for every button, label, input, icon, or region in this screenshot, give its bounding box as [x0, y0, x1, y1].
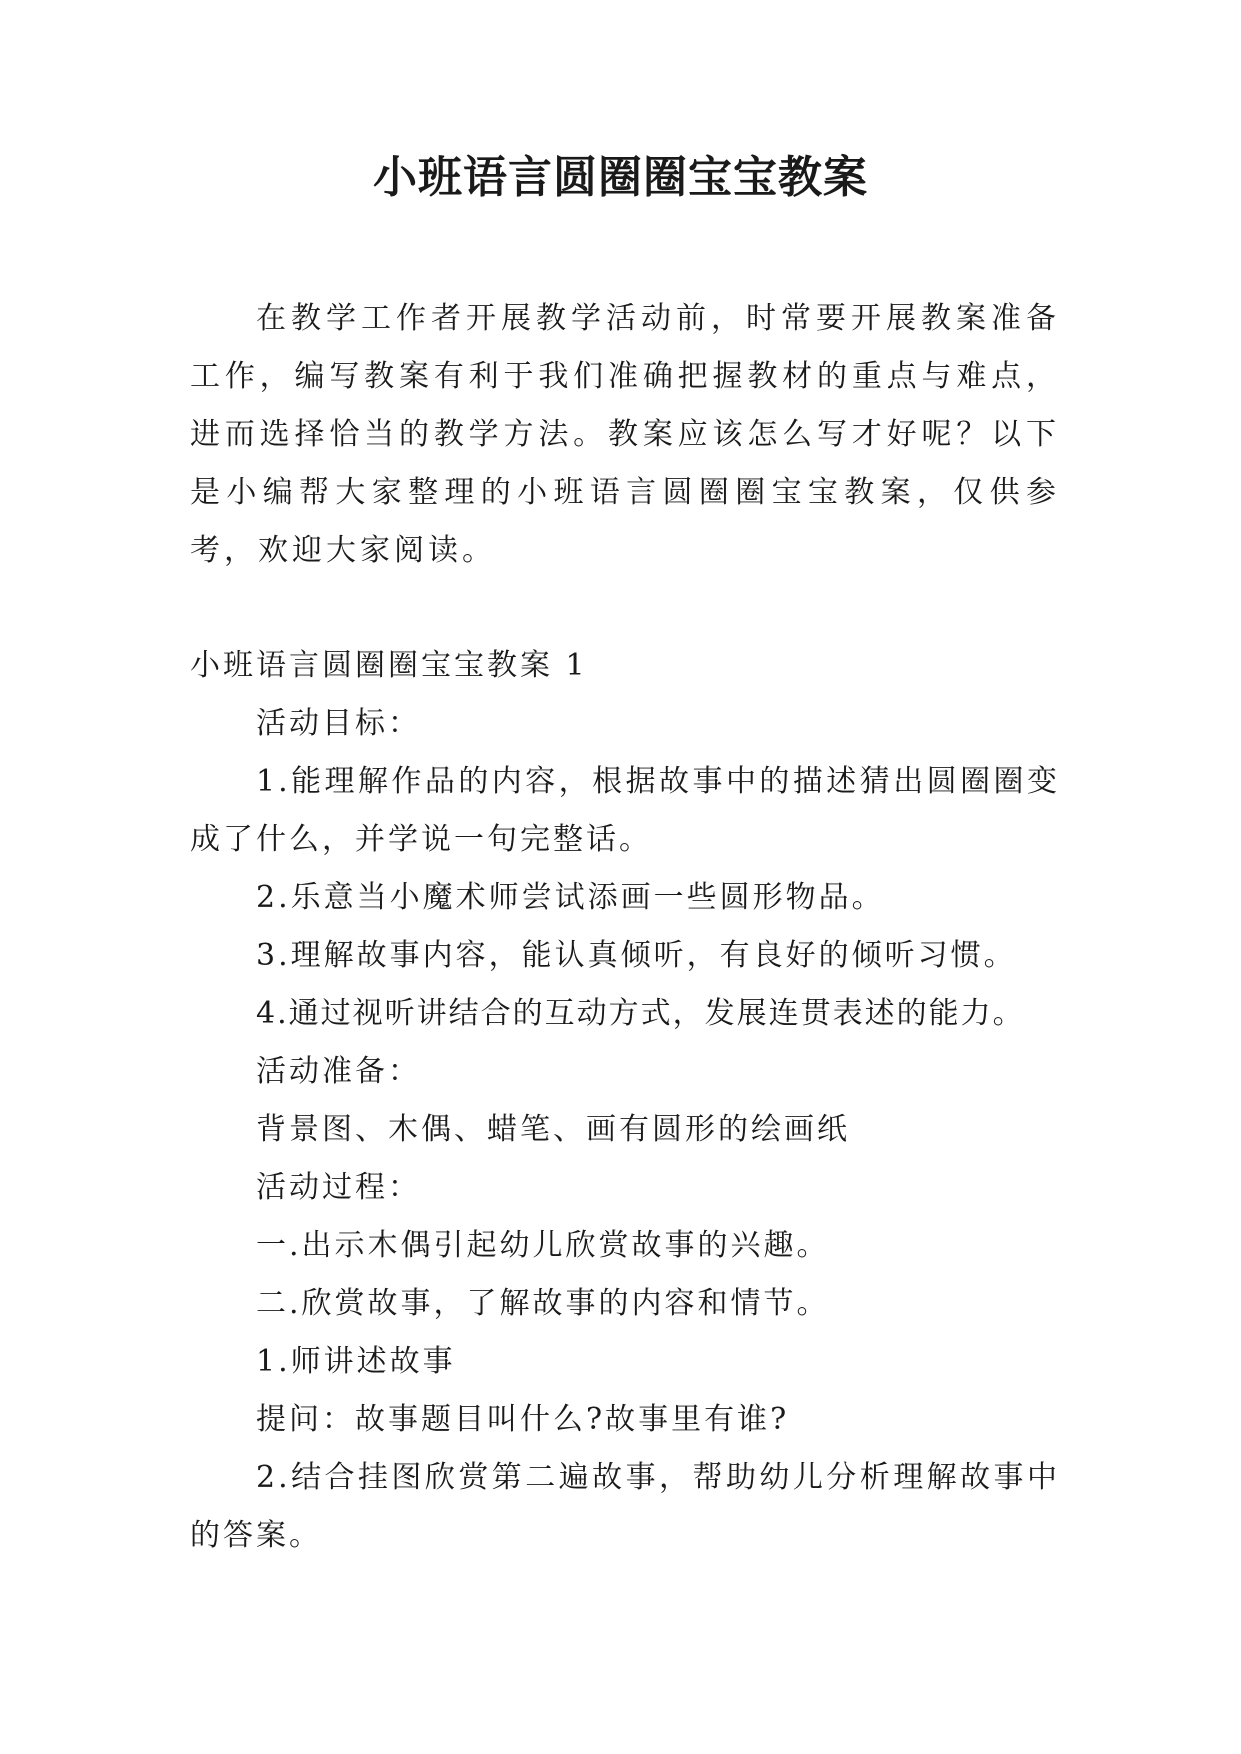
- goal-item-4: 4.通过视听讲结合的互动方式，发展连贯表述的能力。: [256, 996, 1025, 1031]
- intro-paragraph: 在教学工作者开展教学活动前，时常要开展教案准备工作，编写教案有利于我们准确把握教材的重点与难点，进而选择恰当的教学方法。教案应该怎么写才好呢？以下是小编帮大家整理的小班语言圆圈圈宝宝教案，仅供参考，欢迎大家阅读。: [190, 301, 1060, 568]
- goal-item-2: 2.乐意当小魔术师尝试添画一些圆形物品。: [256, 880, 885, 915]
- activity-prep-materials: 背景图、木偶、蜡笔、画有圆形的绘画纸: [256, 1112, 850, 1147]
- process-substep-1: 1.师讲述故事: [256, 1344, 456, 1379]
- lesson-plan-body: [190, 637, 1080, 1565]
- document-title: 小班语言圆圈圈宝宝教案: [373, 152, 868, 203]
- activity-goals-heading: 活动目标：: [256, 706, 421, 741]
- process-question: 提问：故事题目叫什么?故事里有谁?: [256, 1402, 790, 1437]
- goal-item-3: 3.理解故事内容，能认真倾听，有良好的倾听习惯。: [256, 938, 1017, 973]
- goal-item-1: 1.能理解作品的内容，根据故事中的描述猜出圆圈圈变成了什么，并学说一句完整话。: [190, 764, 1060, 857]
- activity-process-heading: 活动过程：: [256, 1170, 421, 1205]
- process-step-1: 一.出示木偶引起幼儿欣赏故事的兴趣。: [256, 1228, 830, 1263]
- process-substep-2: 2.结合挂图欣赏第二遍故事，帮助幼儿分析理解故事中的答案。: [190, 1460, 1060, 1553]
- section-heading: 小班语言圆圈圈宝宝教案 1: [190, 648, 588, 683]
- activity-prep-heading: 活动准备：: [256, 1054, 421, 1089]
- process-step-2: 二.欣赏故事，了解故事的内容和情节。: [256, 1286, 830, 1321]
